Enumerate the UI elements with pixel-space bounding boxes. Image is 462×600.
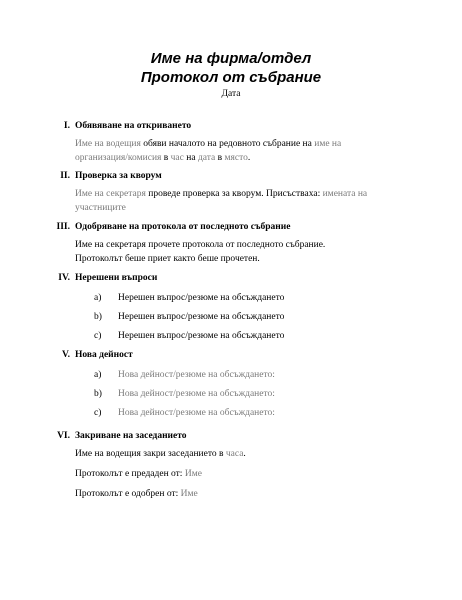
participants-placeholder: имената на участниците — [75, 189, 368, 213]
list-item-text: Нова дейност/резюме на обсъждането: — [118, 408, 275, 418]
time-placeholder: час — [170, 152, 184, 163]
list-item-letter: c) — [94, 331, 102, 341]
location-placeholder: място — [224, 152, 248, 163]
section-number: II. — [60, 171, 70, 181]
list-item-text: Нерешен въпрос/резюме на обсъждането — [118, 293, 285, 303]
secretary-name-placeholder: Име на секретаря — [75, 189, 146, 199]
section-number: V. — [61, 350, 70, 360]
list-item-text: Нова дейност/резюме на обсъждането: — [118, 370, 275, 380]
company-name-title: Име на фирма/отдел — [150, 50, 312, 67]
section-number: IV. — [58, 273, 70, 283]
section-heading: Нова дейност — [75, 350, 133, 360]
meeting-date: Дата — [221, 89, 241, 99]
minutes-submitted-by: Протоколът е предаден от: Име — [75, 469, 202, 479]
list-item-text: Нерешен въпрос/резюме на обсъждането — [118, 312, 285, 322]
section-number: III. — [56, 222, 70, 232]
section-opening-text: Име на водещия обяви началото на редовното събрание на име на организация/комисия в час на дата в място. — [75, 139, 342, 163]
list-item-letter: c) — [94, 408, 102, 418]
minutes-approved-by: Протоколът е одобрен от: Име — [75, 489, 198, 499]
section-adjournment-text: Име на водещия закри заседанието в часа. — [75, 449, 246, 459]
submitter-name-placeholder: Име — [184, 469, 202, 479]
list-item-letter: b) — [94, 312, 102, 322]
section-heading: Обявяване на откриването — [75, 121, 192, 131]
facilitator-name-placeholder: Име на водещия — [75, 139, 141, 149]
section-heading: Одобряване на протокола от последното събрание — [75, 222, 291, 232]
section-heading: Нерешени въпроси — [75, 273, 158, 283]
date-placeholder: дата — [197, 152, 216, 163]
list-item-text: Нерешен въпрос/резюме на обсъждането — [118, 331, 285, 341]
approver-name-placeholder: Име — [180, 489, 198, 499]
section-approve-minutes-text: Име на секретаря прочете протокола от последното събрание. Протоколът беше приет както беше прочетен. — [75, 240, 326, 264]
section-heading: Проверка за кворум — [75, 171, 162, 181]
list-item-letter: a) — [94, 370, 102, 380]
document-title: Протокол от събрание — [140, 69, 322, 86]
section-quorum-text: Име на секретаря проведе проверка за кворум. Присъстваха: имената на участниците — [75, 189, 368, 213]
list-item-letter: b) — [94, 389, 102, 399]
list-item-letter: a) — [94, 293, 102, 303]
list-item-text: Нова дейност/резюме на обсъждането: — [118, 389, 275, 399]
section-number: VI. — [57, 431, 70, 441]
organization-name-placeholder: име на организация/комисия — [75, 139, 342, 163]
section-number: I. — [63, 121, 70, 131]
time-placeholder: часа — [225, 449, 244, 459]
section-heading: Закриване на заседанието — [75, 431, 187, 441]
